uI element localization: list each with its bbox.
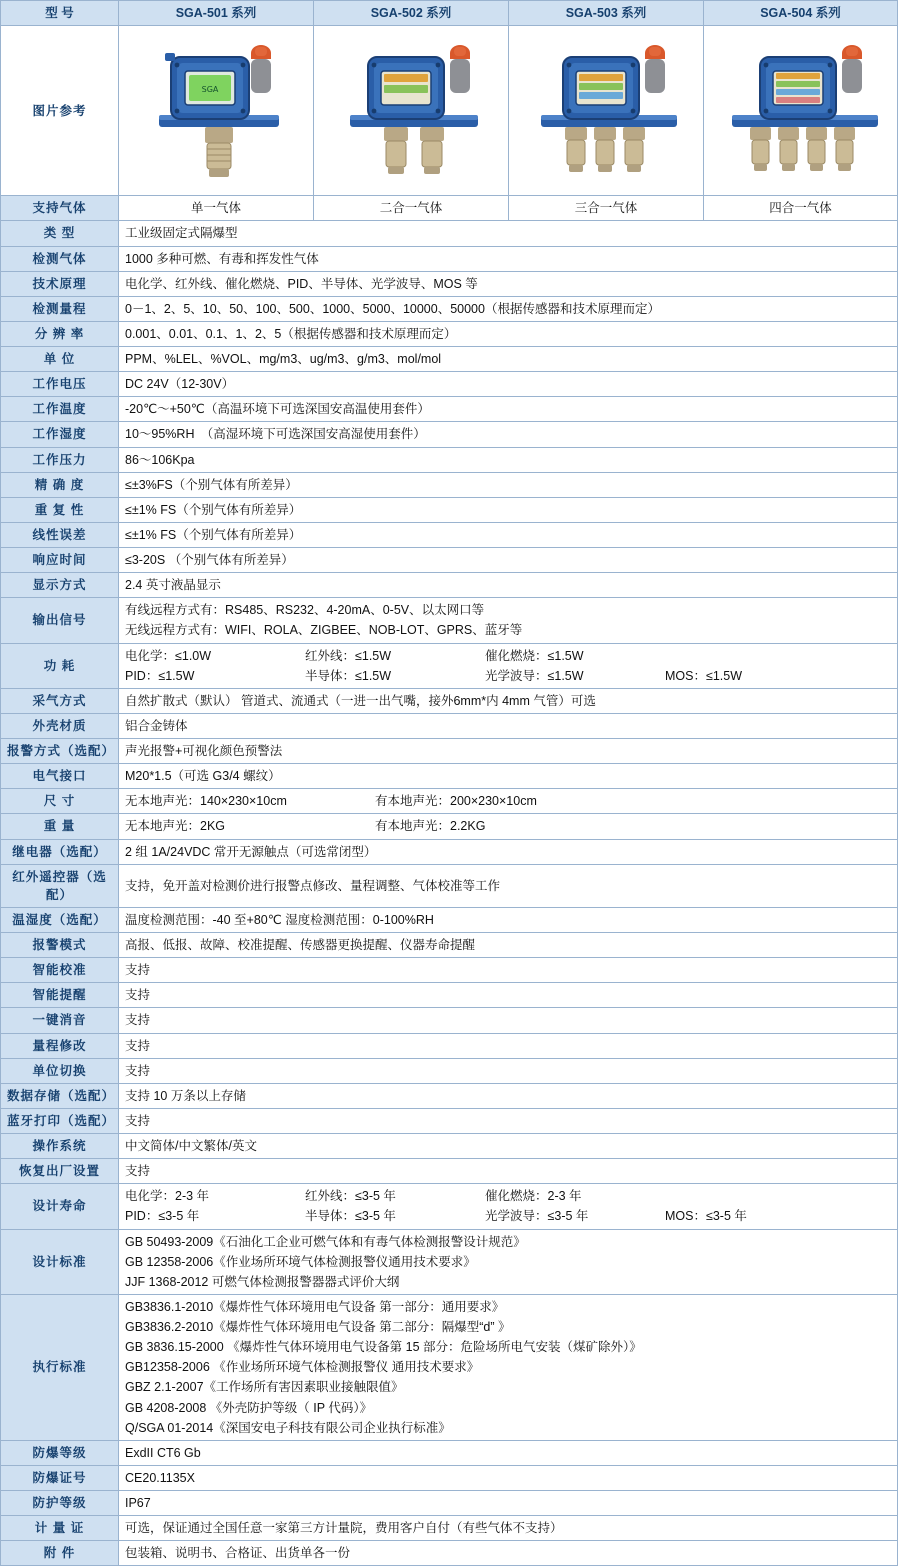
row-value: 支持: [119, 1159, 898, 1184]
power-item-key: 半导体：: [305, 668, 356, 683]
row-label-design-standard: 设计标准: [1, 1229, 119, 1294]
row-value: 包装箱、说明书、合格证、出货单各一份: [119, 1541, 898, 1566]
row-value: 支持，免开盖对检测价进行报警点修改、量程调整、气体校准等工作: [119, 864, 898, 907]
image-reference-row: [1, 26, 898, 196]
row-value: 支持: [119, 1033, 898, 1058]
row-label: 智能提醒: [1, 983, 119, 1008]
exec-standard-line: GB12358-2006 《作业场所环境气体检测报警仪 通用技术要求》: [125, 1360, 480, 1375]
design-life-row: [1, 1184, 898, 1229]
gas-detector-illustration-2: [320, 29, 510, 187]
table-row: [1, 1058, 898, 1083]
table-row: [1, 447, 898, 472]
size-with-alarm: 有本地声光：200×230×10cm: [375, 794, 537, 809]
row-value: 铝合金铸体: [119, 713, 898, 738]
row-value: 1000 多种可燃、有毒和挥发性气体: [119, 246, 898, 271]
power-consumption-row: [1, 643, 898, 688]
row-value: 0－1、2、5、10、50、100、500、1000、5000、10000、50000（根据传感器和技术原理而定）: [119, 296, 898, 321]
row-label: 蓝牙打印（选配）: [1, 1108, 119, 1133]
row-label: 电气接口: [1, 764, 119, 789]
power-item-key: 电化学：: [125, 648, 176, 663]
exec-standard-line: GB3836.1-2010《爆炸性气体环境用电气设备 第一部分：通用要求》: [125, 1299, 505, 1314]
exec-standard-line: GB 4208-2008 《外壳防护等级（ IP 代码）》: [125, 1400, 373, 1415]
power-item-key: 红外线：: [305, 648, 356, 663]
output-signal-row: [1, 598, 898, 643]
size-without-alarm: 无本地声光：140×230×10cm: [125, 794, 287, 809]
power-line-1: [125, 647, 891, 665]
product-image-4: [704, 26, 898, 196]
table-row: [1, 221, 898, 246]
weight-with-alarm: 有本地声光：2.2KG: [375, 819, 486, 834]
power-item-value: ≤1.5W: [547, 648, 584, 663]
life-item-key: 红外线：: [305, 1189, 356, 1204]
row-value: PPM、%LEL、%VOL、mg/m3、ug/m3、g/m3、mol/mol: [119, 347, 898, 372]
row-label: 单 位: [1, 347, 119, 372]
life-item-key: 催化燃烧：: [485, 1189, 548, 1204]
row-label: 技术原理: [1, 271, 119, 296]
design-standard-line: GB 50493-2009《石油化工企业可燃气体和有毒气体检测报警设计规范》: [125, 1234, 526, 1249]
table-row: [1, 1108, 898, 1133]
row-value: 支持 10 万条以上存储: [119, 1083, 898, 1108]
row-value: M20*1.5（可选 G3/4 螺纹）: [119, 764, 898, 789]
exec-standard-line: GB 3836.15-2000 《爆炸性气体环境用电气设备第 15 部分：危险场所电气安装（煤矿除外）》: [125, 1340, 642, 1355]
row-label: 防护等级: [1, 1491, 119, 1516]
gas-detector-illustration-4: [710, 29, 899, 187]
gas-detector-illustration-3: [515, 29, 705, 187]
row-value: 支持: [119, 983, 898, 1008]
row-value: 2.4 英寸液晶显示: [119, 573, 898, 598]
row-label: 单位切换: [1, 1058, 119, 1083]
supported-gas-row: [1, 196, 898, 221]
table-row: [1, 296, 898, 321]
row-label: 响应时间: [1, 548, 119, 573]
row-value: 支持: [119, 1058, 898, 1083]
power-item-key: 光学波导：: [485, 668, 548, 683]
row-label: 附 件: [1, 1541, 119, 1566]
life-item-key: 半导体：: [305, 1209, 356, 1224]
table-row: [1, 573, 898, 598]
row-label: 工作电压: [1, 372, 119, 397]
life-item-value: 2-3 年: [175, 1189, 210, 1204]
life-line-2: [125, 1205, 891, 1225]
row-label: 分 辨 率: [1, 321, 119, 346]
life-item-value: ≤3-5 年: [158, 1209, 200, 1224]
header-model-2: SGA-502 系列: [314, 1, 509, 26]
size-value: [119, 789, 898, 814]
power-item-key: PID：: [125, 668, 159, 683]
table-row: [1, 321, 898, 346]
supported-gas-3: 三合一气体: [509, 196, 704, 221]
row-value: 可选，保证通过全国任意一家第三方计量院，费用客户自付（有些气体不支持）: [119, 1516, 898, 1541]
exec-standard-value: [119, 1294, 898, 1440]
row-label: 工作湿度: [1, 422, 119, 447]
table-row: [1, 839, 898, 864]
table-row: [1, 688, 898, 713]
table-row: [1, 271, 898, 296]
exec-standard-row: [1, 1294, 898, 1440]
life-item-key: 电化学：: [125, 1189, 176, 1204]
row-label: 智能校准: [1, 958, 119, 983]
row-label-output-signal: 输出信号: [1, 598, 119, 643]
row-label: 操作系统: [1, 1134, 119, 1159]
row-label: 类 型: [1, 221, 119, 246]
product-image-3: [509, 26, 704, 196]
row-label: 计 量 证: [1, 1516, 119, 1541]
exec-standard-line: GB3836.2-2010《爆炸性气体环境用电气设备 第二部分：隔爆型“d” 》: [125, 1320, 511, 1334]
table-row: [1, 548, 898, 573]
row-value: 声光报警+可视化颜色预警法: [119, 739, 898, 764]
row-value: DC 24V（12-30V）: [119, 372, 898, 397]
table-row: [1, 1541, 898, 1566]
row-label: 温湿度（选配）: [1, 907, 119, 932]
row-value: 自然扩散式（默认） 管道式、流通式（一进一出气嘴，接外6mm*内 4mm 气管）可选: [119, 688, 898, 713]
table-row: [1, 422, 898, 447]
exec-standard-line: Q/SGA 01-2014《深国安电子科技有限公司企业执行标准》: [125, 1420, 451, 1435]
row-label-supported-gas: 支持气体: [1, 196, 119, 221]
output-wired: 有线远程方式有：RS485、RS232、4-20mA、0-5V、以太网口等: [125, 603, 485, 618]
row-label: 一键消音: [1, 1008, 119, 1033]
table-row: [1, 1033, 898, 1058]
product-image-1: [119, 26, 314, 196]
row-label: 报警模式: [1, 933, 119, 958]
table-row: [1, 958, 898, 983]
design-life-value: [119, 1184, 898, 1229]
design-standard-value: [119, 1229, 898, 1294]
table-row: [1, 472, 898, 497]
power-value: [119, 643, 898, 688]
supported-gas-2: 二合一气体: [314, 196, 509, 221]
row-value: 2 组 1A/24VDC 常开无源触点（可选常闭型）: [119, 839, 898, 864]
row-label: 数据存储（选配）: [1, 1083, 119, 1108]
row-label: 防爆等级: [1, 1440, 119, 1465]
row-value: ≤±3%FS（个别气体有所差异）: [119, 472, 898, 497]
row-value: 86～106Kpa: [119, 447, 898, 472]
header-model-1: SGA-501 系列: [119, 1, 314, 26]
product-image-2: [314, 26, 509, 196]
row-value: 支持: [119, 958, 898, 983]
table-row: [1, 347, 898, 372]
gas-detector-illustration-1: [125, 29, 315, 187]
row-label: 红外遥控器（选配）: [1, 864, 119, 907]
table-row: [1, 1491, 898, 1516]
exec-standard-line: GBZ 2.1-2007《工作场所有害因素职业接触限值》: [125, 1380, 404, 1395]
header-model-3: SGA-503 系列: [509, 1, 704, 26]
row-value: 中文简体/中文繁体/英文: [119, 1134, 898, 1159]
row-label: 重 复 性: [1, 497, 119, 522]
header-label-model: 型 号: [1, 1, 119, 26]
life-item-key: MOS：: [665, 1209, 706, 1224]
row-label: 检测量程: [1, 296, 119, 321]
life-item-key: 光学波导：: [485, 1209, 548, 1224]
row-label: 工作压力: [1, 447, 119, 472]
table-row: [1, 907, 898, 932]
row-label: 精 确 度: [1, 472, 119, 497]
table-row: [1, 1465, 898, 1490]
row-label: 继电器（选配）: [1, 839, 119, 864]
life-item-value: 2-3 年: [547, 1189, 582, 1204]
table-row: [1, 933, 898, 958]
row-value: 电化学、红外线、催化燃烧、PID、半导体、光学波导、MOS 等: [119, 271, 898, 296]
table-row: [1, 1516, 898, 1541]
header-model-4: SGA-504 系列: [704, 1, 898, 26]
row-label: 量程修改: [1, 1033, 119, 1058]
row-label-exec-standard: 执行标准: [1, 1294, 119, 1440]
row-label: 检测气体: [1, 246, 119, 271]
row-label: 显示方式: [1, 573, 119, 598]
supported-gas-1: 单一气体: [119, 196, 314, 221]
table-row: [1, 1083, 898, 1108]
row-label-size: 尺 寸: [1, 789, 119, 814]
power-item-value: ≤1.5W: [158, 668, 195, 683]
row-value: ≤±1% FS（个别气体有所差异）: [119, 497, 898, 522]
supported-gas-4: 四合一气体: [704, 196, 898, 221]
table-row: [1, 1159, 898, 1184]
design-standard-row: [1, 1229, 898, 1294]
output-signal-value: [119, 598, 898, 643]
row-label: 恢复出厂设置: [1, 1159, 119, 1184]
power-item-key: 催化燃烧：: [485, 648, 548, 663]
svg-text:SGA: SGA: [201, 85, 219, 95]
weight-value: [119, 814, 898, 839]
table-row: [1, 246, 898, 271]
row-value: CE20.1135X: [119, 1465, 898, 1490]
row-value: -20℃～+50℃（高温环境下可选深国安高温使用套件）: [119, 397, 898, 422]
weight-without-alarm: 无本地声光：2KG: [125, 819, 226, 834]
row-value: IP67: [119, 1491, 898, 1516]
power-item-value: ≤1.0W: [175, 648, 212, 663]
table-row: [1, 497, 898, 522]
design-standard-line: JJF 1368-2012 可燃气体检测报警器器式评价大纲: [125, 1274, 400, 1289]
row-label: 防爆证号: [1, 1465, 119, 1490]
row-label: 采气方式: [1, 688, 119, 713]
weight-row: [1, 814, 898, 839]
power-item-value: ≤1.5W: [705, 668, 743, 683]
table-row: [1, 764, 898, 789]
table-row: [1, 713, 898, 738]
row-label: 工作温度: [1, 397, 119, 422]
power-line-2: [125, 665, 891, 685]
row-value: 工业级固定式隔爆型: [119, 221, 898, 246]
table-row: [1, 397, 898, 422]
row-label-power: 功 耗: [1, 643, 119, 688]
power-item-value: ≤1.5W: [355, 648, 392, 663]
table-row: [1, 372, 898, 397]
life-item-value: ≤3-5 年: [355, 1189, 396, 1204]
row-value: ≤±1% FS（个别气体有所差异）: [119, 522, 898, 547]
table-row: [1, 1440, 898, 1465]
life-item-key: PID：: [125, 1209, 159, 1224]
row-value: 支持: [119, 1008, 898, 1033]
life-item-value: ≤3-5 年: [705, 1209, 747, 1224]
row-label-design-life: 设计寿命: [1, 1184, 119, 1229]
row-label: 线性误差: [1, 522, 119, 547]
row-value: 0.001、0.01、0.1、1、2、5（根据传感器和技术原理而定）: [119, 321, 898, 346]
table-row: [1, 739, 898, 764]
power-item-value: ≤1.5W: [547, 668, 584, 683]
row-value: 10～95%RH （高湿环境下可选深国安高湿使用套件）: [119, 422, 898, 447]
life-item-value: ≤3-5 年: [355, 1209, 396, 1224]
life-line-1: [125, 1187, 891, 1205]
row-label: 报警方式（选配）: [1, 739, 119, 764]
table-row: [1, 864, 898, 907]
table-header-row: [1, 1, 898, 26]
size-row: [1, 789, 898, 814]
row-value: 高报、低报、故障、校准提醒、传感器更换提醒、仪器寿命提醒: [119, 933, 898, 958]
power-item-value: ≤1.5W: [355, 668, 392, 683]
row-value: ≤3-20S （个别气体有所差异）: [119, 548, 898, 573]
table-row: [1, 522, 898, 547]
row-value: ExdII CT6 Gb: [119, 1440, 898, 1465]
life-item-value: ≤3-5 年: [547, 1209, 589, 1224]
row-value: 温度检测范围：-40 至+80℃ 湿度检测范围：0-100%RH: [119, 907, 898, 932]
design-standard-line: GB 12358-2006《作业场所环境气体检测报警仪通用技术要求》: [125, 1254, 476, 1269]
row-label: 外壳材质: [1, 713, 119, 738]
row-label-image-reference: 图片参考: [1, 26, 119, 196]
output-wireless: 无线远程方式有：WIFI、ROLA、ZIGBEE、NOB-LOT、GPRS、蓝牙等: [125, 623, 523, 638]
row-value: 支持: [119, 1108, 898, 1133]
row-label-weight: 重 量: [1, 814, 119, 839]
power-item-key: MOS：: [665, 668, 706, 683]
table-row: [1, 1134, 898, 1159]
table-row: [1, 983, 898, 1008]
table-row: [1, 1008, 898, 1033]
